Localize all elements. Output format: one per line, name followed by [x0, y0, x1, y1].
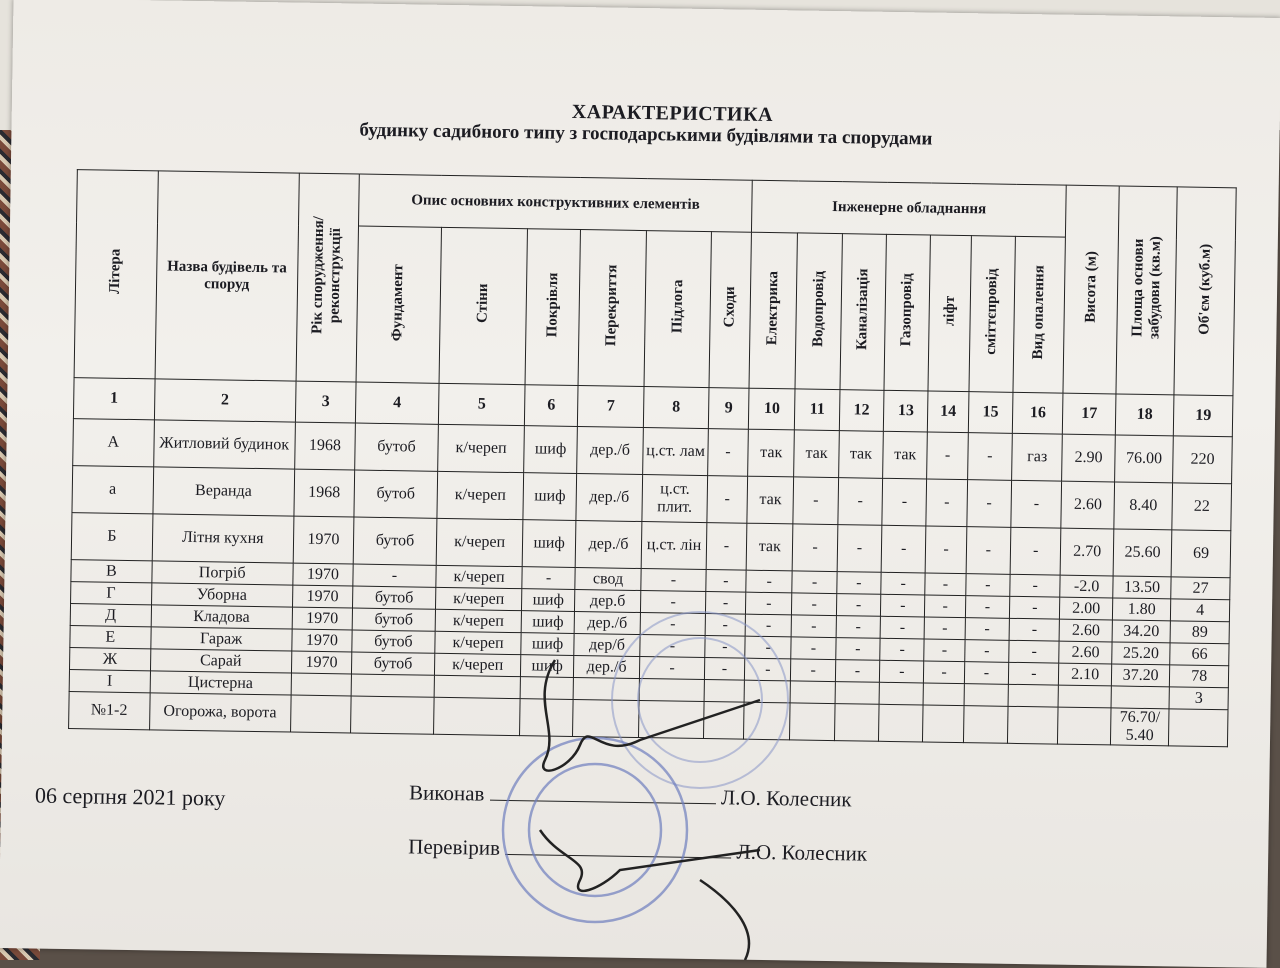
table-cell: 89	[1170, 621, 1229, 644]
column-number: 11	[795, 389, 840, 431]
column-number: 2	[154, 379, 296, 422]
column-number: 5	[438, 383, 525, 425]
cell-litera: І	[69, 670, 150, 693]
table-cell: 76.70/ 5.40	[1110, 708, 1169, 746]
table-cell	[639, 701, 704, 739]
table-cell: -	[706, 523, 747, 571]
table-cell: 1970	[293, 563, 354, 586]
table-cell: 78	[1170, 665, 1229, 688]
table-cell: дер/б	[574, 633, 641, 656]
table-cell: 8.40	[1114, 482, 1173, 530]
table-cell: -	[704, 658, 745, 681]
table-cell: -	[641, 569, 706, 592]
table-cell	[791, 681, 836, 704]
table-cell: 25.20	[1112, 642, 1171, 665]
table-cell: -	[835, 660, 880, 683]
header-electric: Електрика	[749, 232, 798, 389]
table-cell: -	[837, 572, 882, 595]
table-cell: -2.0	[1060, 575, 1113, 598]
checked-label: Перевірив	[408, 834, 501, 860]
table-cell: шиф	[522, 611, 575, 634]
table-cell	[639, 679, 704, 702]
table-cell: -	[792, 593, 837, 616]
table-cell: бутоб	[353, 586, 436, 609]
table-cell: -	[705, 636, 746, 659]
column-number: 18	[1115, 394, 1174, 436]
table-cell: -	[640, 635, 705, 658]
table-cell: -	[1010, 574, 1061, 597]
column-number: 4	[356, 382, 439, 424]
table-cell: -	[926, 526, 967, 574]
table-cell: дер./б	[573, 655, 640, 678]
table-cell: 25.60	[1113, 529, 1172, 577]
table-cell	[963, 706, 1008, 744]
table-cell: -	[881, 594, 926, 617]
table-cell: 2.00	[1060, 597, 1113, 620]
table-cell: 2.60	[1061, 481, 1114, 529]
table-cell	[433, 697, 520, 735]
table-cell	[290, 695, 351, 733]
table-cell: -	[966, 527, 1011, 575]
table-cell: -	[880, 638, 925, 661]
header-name: Назва будівель та споруд	[155, 171, 299, 381]
table-cell	[1059, 685, 1112, 708]
table-cell: шиф	[523, 520, 576, 568]
header-structural-group: Опис основних конструктивних елементів	[359, 174, 753, 232]
column-number: 9	[708, 388, 749, 430]
cell-litera: Д	[70, 604, 151, 627]
table-cell: 2.60	[1060, 619, 1113, 642]
document-date: 06 серпня 2021 року	[34, 782, 226, 811]
cell-litera: А	[73, 419, 154, 467]
table-cell: -	[1009, 640, 1060, 663]
table-cell: -	[836, 638, 881, 661]
table-cell: к/череп	[434, 653, 521, 676]
column-number: 8	[644, 387, 709, 429]
table-cell: -	[924, 639, 965, 662]
table-cell: -	[925, 617, 966, 640]
executed-name: Л.О. Колесник	[720, 785, 852, 812]
table-cell: ц.ст. лам	[643, 428, 708, 476]
table-cell: бутоб	[352, 608, 435, 631]
header-lift: ліфт	[928, 235, 971, 392]
table-cell	[291, 673, 352, 696]
table-cell: -	[745, 658, 792, 681]
table-cell: шиф	[521, 655, 574, 678]
table-cell: так	[883, 431, 928, 479]
header-foundation: Фундамент	[356, 226, 441, 383]
table-cell: газ	[1012, 433, 1063, 481]
table-cell: 1968	[294, 469, 355, 517]
table-cell: -	[707, 429, 748, 477]
table-cell	[1008, 706, 1059, 744]
table-cell	[520, 699, 573, 737]
table-cell: -	[838, 478, 883, 526]
table-cell: -	[793, 477, 838, 525]
column-number: 7	[577, 386, 644, 428]
header-volume: Об'єм (куб.м)	[1174, 187, 1236, 396]
table-cell	[704, 680, 745, 703]
table-cell: бутоб	[352, 630, 435, 653]
cell-building-name: Погріб	[151, 561, 292, 585]
table-cell: дер.б	[574, 589, 641, 612]
header-litera: Літера	[74, 170, 158, 379]
header-gas: Газопровід	[884, 234, 931, 391]
column-number: 3	[295, 381, 356, 423]
table-cell: -	[927, 432, 968, 480]
cell-litera: а	[72, 466, 153, 514]
table-cell: к/череп	[436, 565, 523, 588]
table-cell: -	[793, 524, 838, 572]
table-cell: шиф	[521, 633, 574, 656]
document-title: ХАРАКТЕРИСТИКА	[571, 100, 774, 127]
header-ceiling: Перекриття	[578, 230, 647, 387]
table-cell: к/череп	[436, 518, 523, 566]
column-number: 13	[883, 390, 928, 432]
table-cell: -	[967, 480, 1012, 528]
table-cell	[572, 699, 639, 737]
executed-label: Виконав	[408, 780, 485, 806]
header-heating: Вид опалення	[1013, 236, 1066, 393]
table-cell	[351, 696, 434, 734]
column-number: 6	[525, 385, 578, 427]
table-cell: бутоб	[354, 470, 437, 518]
table-cell: -	[881, 572, 926, 595]
table-cell: к/череп	[435, 631, 522, 654]
table-cell: 1970	[291, 651, 352, 674]
table-cell: -	[705, 614, 746, 637]
table-cell: -	[792, 615, 837, 638]
table-cell: -	[353, 564, 436, 587]
table-cell: дер./б	[575, 520, 642, 568]
table-cell: 34.20	[1112, 620, 1171, 643]
table-cell: бутоб	[353, 517, 436, 565]
table-cell	[834, 704, 879, 742]
table-cell: -	[641, 591, 706, 614]
table-cell: к/череп	[435, 609, 522, 632]
table-cell: свод	[575, 567, 642, 590]
table-cell: -	[924, 661, 965, 684]
header-area: Площа основи забудови (кв.м)	[1116, 186, 1178, 395]
table-cell: -	[705, 592, 746, 615]
header-year: Рік спорудження/ реконструкції	[296, 173, 360, 382]
table-cell: шиф	[524, 426, 577, 474]
column-number: 17	[1063, 393, 1116, 435]
table-cell: -	[836, 594, 881, 617]
cell-litera: Ж	[69, 648, 150, 671]
cell-building-name: Уборна	[151, 583, 292, 607]
table-cell: -	[926, 479, 967, 527]
table-cell: бутоб	[352, 652, 435, 675]
table-cell: 4	[1171, 599, 1230, 622]
header-sewer: Каналізація	[840, 234, 887, 391]
table-cell: -	[925, 595, 966, 618]
table-cell: 27	[1171, 577, 1230, 600]
header-height: Висота (м)	[1063, 185, 1119, 394]
table-cell: 2.10	[1059, 663, 1112, 686]
cell-litera: В	[71, 560, 152, 583]
column-number: 16	[1012, 392, 1063, 434]
header-water: Водопровід	[795, 233, 842, 390]
table-cell	[1111, 686, 1170, 709]
table-cell: 76.00	[1114, 435, 1173, 483]
table-cell: дер./б	[574, 611, 641, 634]
table-cell: так	[746, 523, 793, 571]
table-cell: -	[880, 616, 925, 639]
checked-by	[408, 834, 867, 866]
table-cell	[744, 702, 791, 740]
signature-line	[505, 836, 731, 859]
table-cell: 13.50	[1113, 576, 1172, 599]
cell-litera: Г	[71, 582, 152, 605]
table-cell: -	[706, 570, 747, 593]
table-cell: -	[791, 659, 836, 682]
table-cell: -	[640, 613, 705, 636]
cell-building-name: Огорожа, ворота	[149, 693, 291, 732]
table-cell: к/череп	[435, 587, 522, 610]
table-cell: -	[925, 573, 966, 596]
document-subtitle: будинку садибного типу з господарськими будівлями та спорудами	[359, 119, 933, 150]
cell-litera: №1-2	[69, 692, 150, 730]
table-cell	[703, 702, 744, 740]
table-cell: -	[792, 571, 837, 594]
table-cell: 1970	[292, 607, 353, 630]
table-cell: шиф	[522, 589, 575, 612]
table-cell: -	[522, 567, 575, 590]
table-cell: дер./б	[576, 427, 643, 475]
table-cell	[964, 684, 1009, 707]
table-cell: к/череп	[437, 424, 524, 472]
table-cell: 3	[1169, 687, 1228, 710]
table-cell: 69	[1171, 530, 1230, 578]
table-cell	[1169, 709, 1228, 747]
table-cell	[923, 705, 964, 743]
column-number: 1	[73, 378, 154, 420]
table-cell: 1.80	[1112, 598, 1171, 621]
table-cell: -	[746, 592, 793, 615]
table-cell	[434, 675, 521, 698]
table-cell: так	[838, 431, 883, 479]
table-cell: -	[791, 637, 836, 660]
header-engineering-group: Інженерне обладнання	[752, 180, 1067, 237]
cell-litera: Е	[70, 626, 151, 649]
table-cell: 2.70	[1061, 528, 1114, 576]
table-cell: дер./б	[576, 474, 643, 522]
table-cell: -	[965, 596, 1010, 619]
table-cell	[923, 683, 964, 706]
table-cell: -	[707, 476, 748, 524]
table-cell: -	[880, 660, 925, 683]
table-cell	[1058, 707, 1111, 745]
table-cell: -	[1011, 480, 1062, 528]
header-roof: Покрівля	[525, 229, 580, 386]
table-cell: ц.ст. лін	[641, 522, 706, 570]
cell-building-name: Веранда	[153, 467, 295, 516]
table-cell: -	[836, 616, 881, 639]
column-number: 10	[748, 388, 795, 430]
table-cell: шиф	[523, 473, 576, 521]
header-floor: Підлога	[644, 231, 711, 388]
table-cell: бутоб	[355, 423, 438, 471]
table-cell: -	[745, 636, 792, 659]
table-cell: 2.60	[1059, 641, 1112, 664]
column-number: 12	[839, 390, 884, 432]
table-cell: так	[748, 429, 795, 477]
table-cell: так	[794, 430, 839, 478]
table-cell: -	[1009, 596, 1060, 619]
table-cell	[835, 682, 880, 705]
table-cell: 66	[1170, 643, 1229, 666]
table-cell: -	[965, 618, 1010, 641]
table-cell: -	[746, 570, 793, 593]
table-cell: так	[747, 476, 794, 524]
table-cell	[573, 677, 640, 700]
table-cell	[1008, 684, 1059, 707]
cell-building-name: Сарай	[150, 649, 291, 673]
signature-line	[490, 782, 716, 805]
header-stairs: Сходи	[709, 232, 752, 389]
cell-litera: Б	[71, 513, 152, 561]
column-number: 15	[968, 392, 1013, 434]
table-cell: ц.ст. плит.	[642, 475, 707, 523]
cell-building-name: Кладова	[151, 605, 292, 629]
table-cell: -	[1010, 527, 1061, 575]
table-cell: -	[837, 525, 882, 573]
header-walls: Стіни	[439, 227, 528, 384]
table-cell: 1970	[292, 629, 353, 652]
table-cell	[879, 682, 924, 705]
table-cell: 37.20	[1111, 664, 1170, 687]
table-cell: -	[882, 478, 927, 526]
table-cell: -	[966, 574, 1011, 597]
table-cell: -	[1008, 662, 1059, 685]
table-cell: -	[881, 525, 926, 573]
table-cell	[521, 677, 574, 700]
cell-building-name: Житловий будинок	[153, 420, 295, 469]
table-cell	[879, 704, 924, 742]
table-cell: к/череп	[437, 471, 524, 519]
table-cell	[744, 680, 791, 703]
table-cell: 22	[1172, 483, 1231, 531]
column-number: 14	[928, 391, 969, 433]
table-cell	[790, 703, 835, 741]
executed-by	[409, 780, 852, 812]
characteristics-table	[68, 169, 1237, 747]
table-cell: 1970	[292, 585, 353, 608]
table-cell: -	[640, 657, 705, 680]
table-cell: -	[967, 433, 1012, 481]
header-garbage: сміттєпровід	[969, 236, 1016, 393]
checked-name: Л.О. Колесник	[736, 839, 868, 866]
table-cell	[351, 674, 434, 697]
table-cell: -	[964, 662, 1009, 685]
table-cell: 1968	[294, 422, 355, 470]
table-cell: -	[745, 614, 792, 637]
table-cell: -	[1009, 618, 1060, 641]
cell-building-name: Гараж	[150, 627, 291, 651]
cell-building-name: Цистерна	[150, 671, 291, 695]
table-cell: 2.90	[1062, 434, 1115, 482]
table-cell: 1970	[293, 516, 354, 564]
column-number: 19	[1174, 395, 1233, 437]
table-cell: 220	[1173, 436, 1232, 484]
table-cell: -	[964, 640, 1009, 663]
cell-building-name: Літня кухня	[152, 514, 294, 563]
